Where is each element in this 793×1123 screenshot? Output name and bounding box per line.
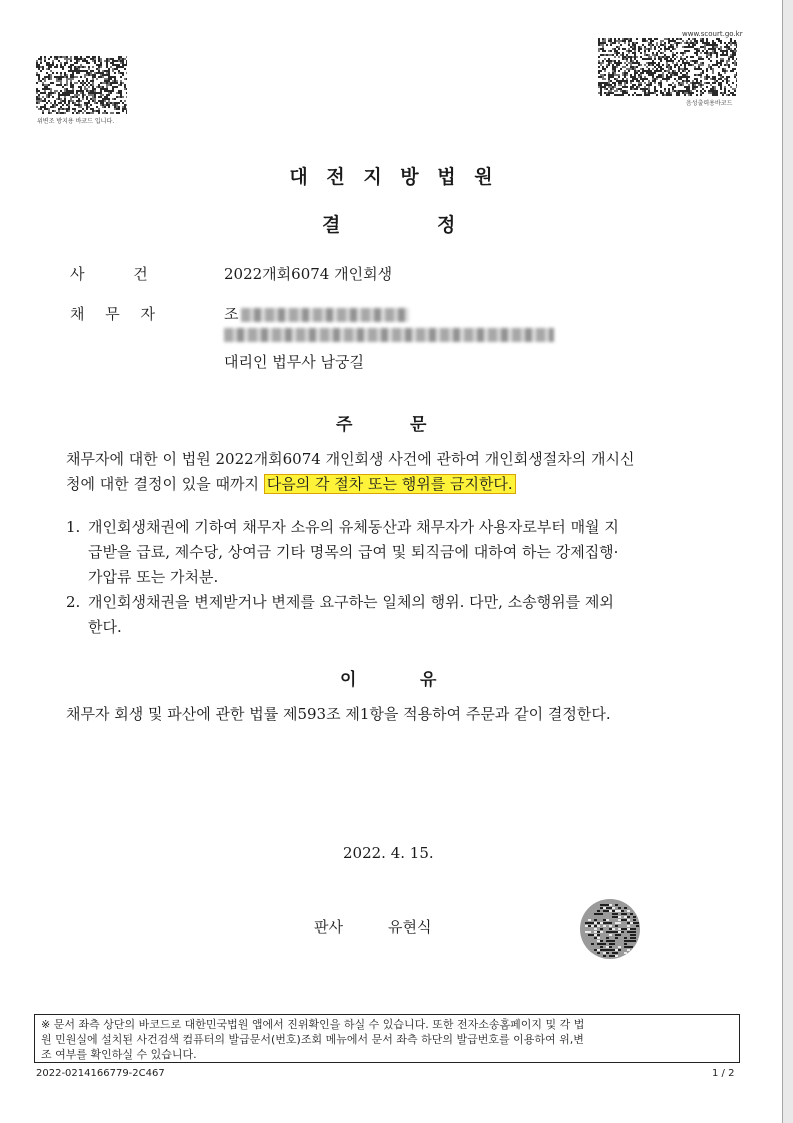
decision-date: 2022. 4. 15. [343, 844, 434, 862]
redacted-address [224, 328, 554, 342]
page-edge [782, 0, 793, 1123]
voice-barcode-caption: 음성출력용바코드 [686, 100, 733, 107]
security-barcode-caption: 위변조 방지용 바코드 입니다. [37, 118, 115, 125]
debtor-name [224, 303, 409, 324]
order-item-1-line-2: 급받을 급료, 제수당, 상여금 기타 명목의 급여 및 퇴직금에 대하여 하는 강제집행· [88, 543, 619, 561]
doc-type-char-1: 결 [322, 214, 341, 236]
order-heading-char-2: 문 [410, 415, 427, 435]
court-url: www.scourt.go.kr [682, 30, 743, 38]
judge-title: 판사 [314, 918, 343, 936]
court-seal [578, 897, 642, 961]
voice-barcode [598, 38, 737, 96]
order-item-2-line-2: 한다. [88, 618, 122, 636]
order-heading-char-1: 주 [336, 415, 353, 435]
reason-heading-char-2: 유 [420, 670, 437, 690]
page-number: 1 / 2 [712, 1068, 735, 1079]
notice-line-1: ※ 문서 좌측 상단의 바코드로 대한민국법원 앱에서 진위확인을 하실 수 있습니다. 또한 전자소송홈페이지 및 각 법 [41, 1018, 585, 1031]
reason-text: 채무자 회생 및 파산에 관한 법률 제593조 제1항을 적용하여 주문과 같이 결정한다. [66, 705, 611, 723]
issue-number: 2022-0214166779-2C467 [36, 1068, 165, 1079]
order-highlighted-text: 다음의 각 절차 또는 행위를 금지한다. [264, 474, 516, 494]
debtor-address [224, 325, 554, 343]
notice-line-3: 조 여부를 확인하실 수 있습니다. [41, 1048, 197, 1061]
debtor-label: 채 무 자 [70, 305, 156, 323]
case-value: 2022개회6074 개인회생 [224, 265, 393, 283]
verification-notice [34, 1014, 740, 1063]
doc-type-char-2: 정 [437, 214, 456, 236]
reason-heading-char-1: 이 [340, 670, 357, 690]
order-line-1: 채무자에 대한 이 법원 2022개회6074 개인회생 사건에 관하여 개인회생절차의 개시신 [66, 450, 635, 468]
debtor-name-prefix: 조 [224, 305, 239, 323]
order-item-1-line-3: 가압류 또는 가처분. [88, 568, 219, 586]
notice-line-2: 원 민원실에 설치된 사건검색 컴퓨터의 발급문서(번호)조회 메뉴에서 문서 좌측 하단의 발급번호를 이용하여 위,변 [41, 1033, 584, 1046]
order-item-1-line-1: 개인회생채권에 기하여 채무자 소유의 유체동산과 채무자가 사용자로부터 매월 지 [88, 518, 619, 536]
case-label: 사 건 [70, 265, 148, 283]
order-line-2 [66, 474, 516, 495]
court-name: 대 전 지 방 법 원 [289, 166, 493, 188]
order-line-2-prefix: 청에 대한 결정이 있을 때까지 [66, 475, 264, 493]
order-item-1-number: 1. [66, 518, 81, 536]
debtor-agent: 대리인 법무사 남궁길 [224, 353, 364, 371]
redacted-name [241, 308, 409, 322]
order-item-2-line-1: 개인회생채권을 변제받거나 변제를 요구하는 일체의 행위. 다만, 소송행위를 제외 [88, 593, 614, 611]
security-barcode [36, 56, 127, 114]
judge-name: 유현식 [388, 918, 432, 936]
order-item-2-number: 2. [66, 593, 81, 611]
